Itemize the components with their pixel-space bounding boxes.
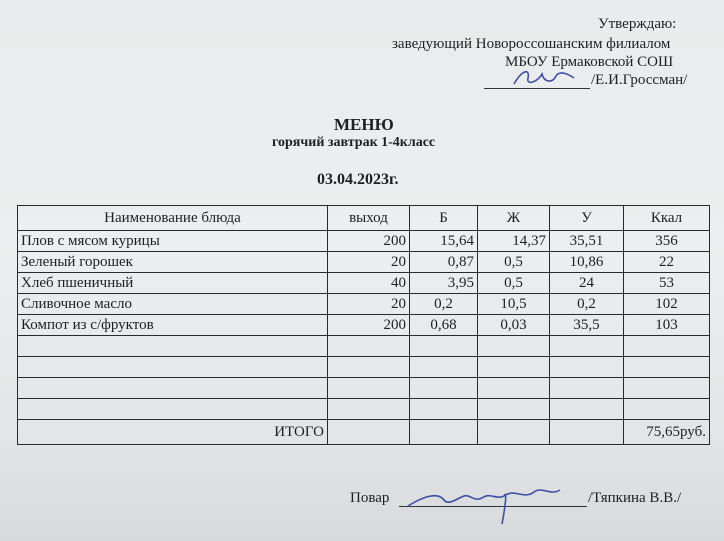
- column-header: Ж: [478, 206, 550, 231]
- dish-fat: 0,03: [478, 315, 550, 336]
- dish-name: Компот из с/фруктов: [18, 315, 328, 336]
- approval-school: МБОУ Ермаковской СОШ: [505, 54, 674, 70]
- table-header-row: [18, 206, 710, 231]
- dish-name: Плов с мясом курицы: [18, 231, 328, 252]
- dish-kcal: 102: [624, 294, 710, 315]
- cook-label: Повар: [350, 490, 390, 506]
- dish-carbs: 24: [550, 273, 624, 294]
- dish-carbs: 10,86: [550, 252, 624, 273]
- dish-kcal: 103: [624, 315, 710, 336]
- table-row: [18, 294, 710, 315]
- approval-title: Утверждаю:: [598, 16, 677, 32]
- menu-date: 03.04.2023г.: [317, 171, 399, 188]
- cook-name: /Тяпкина В.В./: [588, 490, 682, 506]
- dish-name: Зеленый горошек: [18, 252, 328, 273]
- total-value: 75,65руб.: [624, 420, 710, 445]
- table-row-empty: [18, 336, 710, 357]
- cook-signature-image: [404, 478, 564, 530]
- dish-name: Хлеб пшеничный: [18, 273, 328, 294]
- dish-name: Сливочное масло: [18, 294, 328, 315]
- table-total-row: [18, 420, 710, 445]
- approval-signature-image: [508, 64, 578, 92]
- column-header: Наименование блюда: [18, 206, 328, 231]
- column-header: Б: [410, 206, 478, 231]
- column-header: У: [550, 206, 624, 231]
- dish-portion: 20: [328, 252, 410, 273]
- dish-portion: 20: [328, 294, 410, 315]
- dish-carbs: 35,51: [550, 231, 624, 252]
- dish-fat: 0,5: [478, 273, 550, 294]
- approval-signer-name: /Е.И.Гроссман/: [591, 72, 688, 88]
- table-row-empty: [18, 357, 710, 378]
- menu-subtitle: горячий завтрак 1-4класс: [272, 135, 436, 150]
- column-header: Ккал: [624, 206, 710, 231]
- dish-protein: 0,68: [410, 315, 478, 336]
- dish-fat: 0,5: [478, 252, 550, 273]
- dish-protein: 0,2: [410, 294, 478, 315]
- menu-title: МЕНЮ: [334, 115, 394, 134]
- approval-position: заведующий Новороссошанским филиалом: [392, 36, 671, 52]
- dish-carbs: 0,2: [550, 294, 624, 315]
- dish-carbs: 35,5: [550, 315, 624, 336]
- table-row-empty: [18, 399, 710, 420]
- dish-fat: 14,37: [478, 231, 550, 252]
- dish-kcal: 22: [624, 252, 710, 273]
- dish-protein: 3,95: [410, 273, 478, 294]
- table-row-empty: [18, 378, 710, 399]
- total-label: ИТОГО: [18, 420, 328, 445]
- dish-fat: 10,5: [478, 294, 550, 315]
- dish-protein: 15,64: [410, 231, 478, 252]
- dish-portion: 200: [328, 231, 410, 252]
- table-row: [18, 315, 710, 336]
- dish-portion: 200: [328, 315, 410, 336]
- column-header: выход: [328, 206, 410, 231]
- dish-kcal: 53: [624, 273, 710, 294]
- dish-kcal: 356: [624, 231, 710, 252]
- table-row: [18, 273, 710, 294]
- table-row: [18, 252, 710, 273]
- table-row: [18, 231, 710, 252]
- dish-protein: 0,87: [410, 252, 478, 273]
- menu-table: [17, 205, 710, 445]
- dish-portion: 40: [328, 273, 410, 294]
